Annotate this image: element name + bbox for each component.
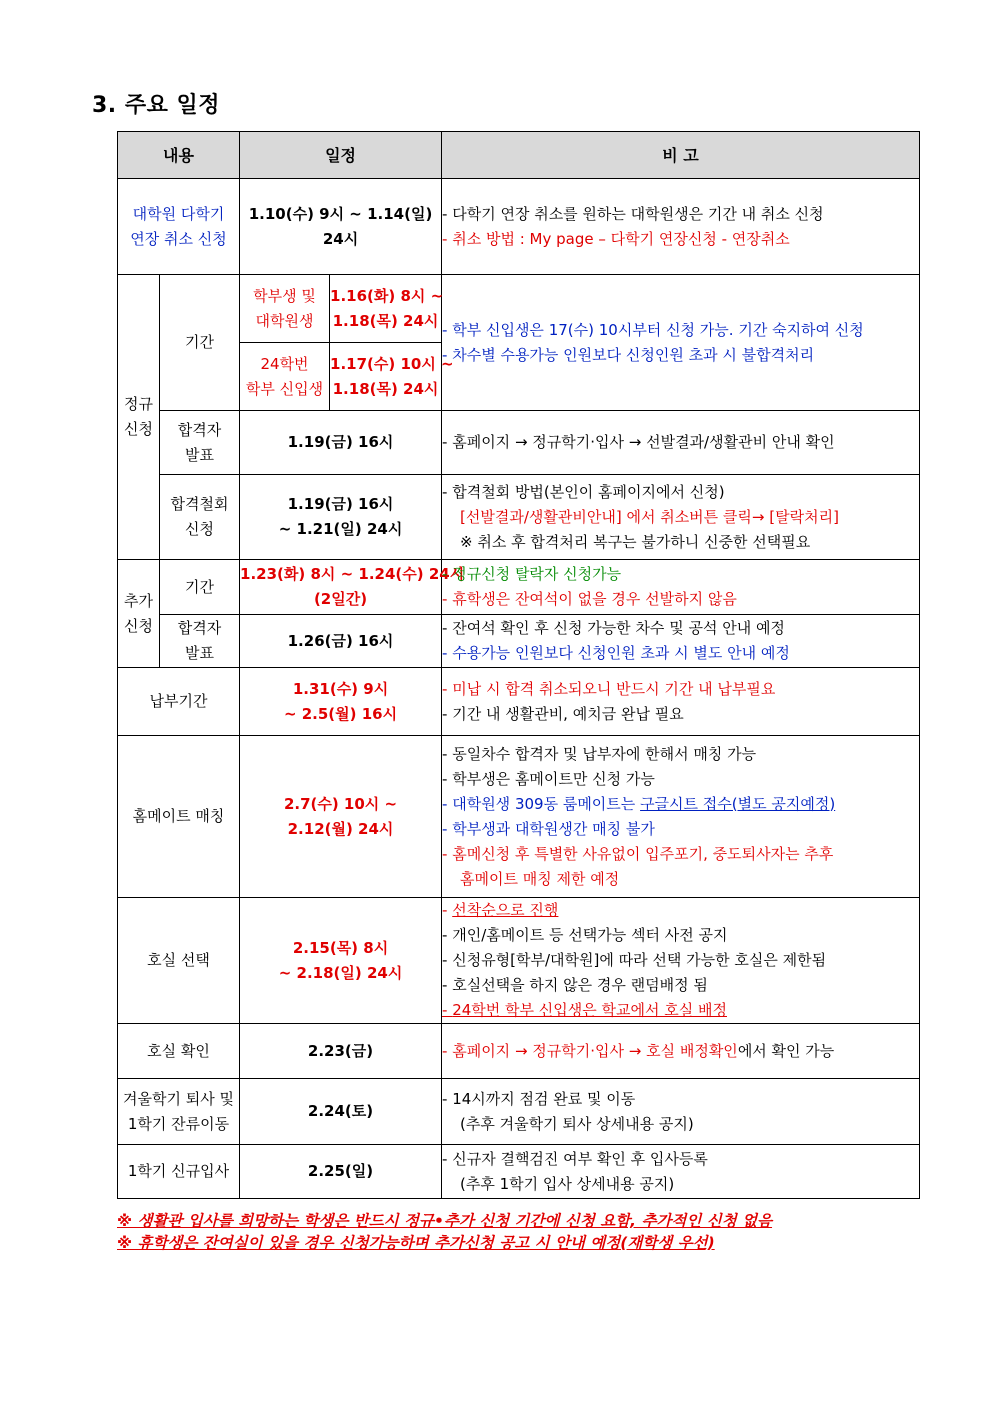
row-date: 1.10(수) 9시 ~ 1.14(일) 24시 (240, 179, 442, 275)
row-notes: - 잔여석 확인 후 신청 가능한 차수 및 공석 안내 예정 - 수용가능 인원보다 신청인원 초과 시 별도 안내 예정 (442, 615, 920, 668)
row-date: 1.19(금) 16시 ~ 1.21(일) 24시 (240, 475, 442, 560)
page-title: 3. 주요 일정 (92, 93, 220, 118)
table-row (118, 1024, 920, 1079)
row-date: 2.24(토) (240, 1079, 442, 1145)
header-schedule: 일정 (240, 132, 442, 179)
row-date: 1.26(금) 16시 (240, 615, 442, 668)
table-row (118, 615, 920, 668)
row-notes: - 정규신청 탈락자 신청가능 - 휴학생은 잔여석이 없을 경우 선발하지 않음 (442, 560, 920, 615)
sub-label: 합격철회 신청 (160, 475, 240, 560)
row-notes: - 합격철회 방법(본인이 홈페이지에서 신청) [선발결과/생활관비안내] 에서 취소버튼 클릭→ [탈락처리] ※ 취소 후 합격처리 복구는 불가하니 신중한 선택필요 (442, 475, 920, 560)
row-date: 1.31(수) 9시 ~ 2.5(월) 16시 (240, 668, 442, 736)
row-date: 1.17(수) 10시 ~ 1.18(목) 24시 (330, 343, 442, 411)
row-notes: - 홈페이지 → 정규학기·입사 → 선발결과/생활관비 안내 확인 (442, 411, 920, 475)
row-notes: - 신규자 결핵검진 여부 확인 후 입사등록 (추후 1학기 입사 상세내용 공지) (442, 1145, 920, 1199)
google-sheet-link[interactable]: 구글시트 접수(별도 공지예정) (640, 794, 836, 813)
row-label: 홈메이트 매칭 (118, 736, 240, 898)
row-date: 2.15(목) 8시 ~ 2.18(일) 24시 (240, 898, 442, 1024)
table-row (118, 736, 920, 898)
table-row (118, 411, 920, 475)
row-label: 호실 선택 (118, 898, 240, 1024)
header-content: 내용 (118, 132, 240, 179)
sub-label: 합격자 발표 (160, 615, 240, 668)
row-date: 1.19(금) 16시 (240, 411, 442, 475)
row-date: 1.16(화) 8시 ~ 1.18(목) 24시 (330, 275, 442, 343)
row-notes: - 미납 시 합격 취소되오니 반드시 기간 내 납부필요 - 기간 내 생활관비, 예치금 완납 필요 (442, 668, 920, 736)
row-label: 납부기간 (118, 668, 240, 736)
footer-note: ※ 생활관 입사를 희망하는 학생은 반드시 정규•추가 신청 기간에 신청 요함, 추가적인 신청 없음 (117, 1212, 773, 1230)
row-label: 겨울학기 퇴사 및 1학기 잔류이동 (118, 1079, 240, 1145)
row-notes: - 동일차수 합격자 및 납부자에 한해서 매칭 가능 - 학부생은 홈메이트만 신청 가능 - 대학원생 309동 룸메이트는 구글시트 접수(별도 공지예정) - 학부생과 대학원생간 매칭 불가 - 홈메신청 후 특별한 사유없이 입주포기, 중도퇴사자는 추후 홈메이트 매칭 제한 예정 (442, 736, 920, 898)
sub-label: 24학번 학부 신입생 (240, 343, 330, 411)
row-notes: - 선착순으로 진행 - 개인/홈메이트 등 선택가능 섹터 사전 공지 - 신청유형[학부/대학원]에 따라 선택 가능한 호실은 제한됨 - 호실선택을 하지 않은 경우 랜덤배정 됨 - 24학번 학부 신입생은 학교에서 호실 배정 (442, 898, 920, 1024)
row-date: 2.7(수) 10시 ~ 2.12(월) 24시 (240, 736, 442, 898)
table-row (118, 179, 920, 275)
footer-note: ※ 휴학생은 잔여실이 있을 경우 신청가능하며 추가신청 공고 시 안내 예정(재학생 우선) (117, 1234, 715, 1252)
table-row (118, 898, 920, 1024)
table-row (118, 560, 920, 615)
table-row (118, 275, 920, 343)
group-label: 정규 신청 (118, 275, 160, 560)
footer-notes (117, 1210, 772, 1254)
row-label: 1학기 신규입사 (118, 1145, 240, 1199)
table-row (118, 1145, 920, 1199)
schedule-table (117, 131, 920, 1199)
row-date: 2.25(일) (240, 1145, 442, 1199)
row-notes: - 학부 신입생은 17(수) 10시부터 신청 가능. 기간 숙지하여 신청 - 차수별 수용가능 인원보다 신청인원 초과 시 불합격처리 (442, 275, 920, 411)
row-notes: - 14시까지 점검 완료 및 이동 (추후 겨울학기 퇴사 상세내용 공지) (442, 1079, 920, 1145)
sub-label: 학부생 및 대학원생 (240, 275, 330, 343)
table-header (118, 132, 920, 179)
row-label: 호실 확인 (118, 1024, 240, 1079)
row-date: 2.23(금) (240, 1024, 442, 1079)
table-row (118, 668, 920, 736)
table-row (118, 1079, 920, 1145)
row-notes: - 홈페이지 → 정규학기·입사 → 호실 배정확인에서 확인 가능 (442, 1024, 920, 1079)
sub-label: 기간 (160, 560, 240, 615)
sub-label: 합격자 발표 (160, 411, 240, 475)
header-remarks: 비 고 (442, 132, 920, 179)
row-notes: - 다학기 연장 취소를 원하는 대학원생은 기간 내 취소 신청 - 취소 방법 : My page – 다학기 연장신청 - 연장취소 (442, 179, 920, 275)
sub-label: 기간 (160, 275, 240, 411)
table-row (118, 475, 920, 560)
row-date: 1.23(화) 8시 ~ 1.24(수) 24시 (2일간) (240, 560, 442, 615)
row-label: 대학원 다학기 연장 취소 신청 (118, 179, 240, 275)
group-label: 추가 신청 (118, 560, 160, 668)
